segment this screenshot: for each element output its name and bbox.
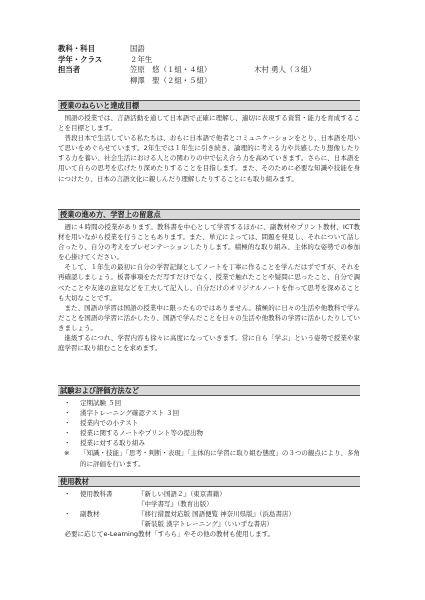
bullet: ・ [64,439,71,448]
materials-footer: 必要に応じてe-Learning教材「すらら」やその他の教材も使用します。 [64,530,275,539]
bullet: ・ [64,399,71,407]
section-title: 授業の進め方、学習上の留意点 [58,209,360,220]
sub-material-1: 『移行措置対応版 国語便覧 神奈川県版』（浜島書店） [138,510,295,519]
list-item [58,418,360,428]
bullet: ・ [64,490,71,498]
bullet: ・ [64,409,71,418]
teacher-1: 笠原 悠（１組・４組） [130,65,212,74]
teacher-2: 木村 勇人（３組） [254,65,316,74]
evaluation-note [58,448,360,468]
materials-body [58,489,360,539]
item-text: 漢字トレーニング確認テスト ３回 [80,409,180,418]
list-item [58,398,360,408]
method-section [58,209,360,353]
sub-material-row [58,509,360,519]
item-text: 授業に関するノートやプリント等の提出物 [80,429,204,438]
bullet: ・ [64,419,71,428]
bullet: ・ [64,429,71,438]
subject-label: 教科・科目 [58,44,95,53]
note-mark: ※ [64,449,70,458]
evaluation-list [58,398,360,448]
textbook-1: 『新しい国語２』（東京書籍） [138,490,226,498]
teacher-label: 担当者 [58,65,81,74]
item-text: 授業に対する取り組み [80,439,145,448]
aims-body [58,113,360,184]
item-text: 定期試験 ５回 [80,399,122,407]
note-text: 「知識・技能」「思考・判断・表現」「主体的に学習に取り組む態度」の３つの観点により、多角的に評価を行います。 [80,449,360,468]
textbook-row [58,489,360,499]
grade-value: ２年生 [130,54,153,64]
sub-material-label: 副教材 [80,510,100,519]
textbook-2: 『中学書写』（教育出版） [138,500,213,509]
evaluation-section [58,385,360,469]
paragraph: 週に４時間の授業があります。教科書を中心として学習するほかに、副教材やプリント教材、ICT教材を用いながら授業を行うこともあります。また、単元によっては、問題を発見し、それについて話し合ったり、自分の考えをプレゼンテーションしたりします。積極的な取り組み、主体的な姿勢での参加を心掛けてください。 [58,223,360,262]
paragraph: そして、１年生の最初に自分の学習記録としてノートを丁寧に作ることを学んだはずですが、それを再確認しましょう。板書事項をただ写すだけでなく、授業で触れたことや疑問に思ったこと、自分で調べたことや友達の意見などを工夫して記入し、自分だけのオリジナルノートを作って思考を深めることも大切なことです。 [58,263,360,302]
textbook-row-2 [58,499,360,509]
materials-section [58,476,360,539]
grade-label: 学年・クラス [58,54,103,64]
list-item [58,438,360,448]
paragraph: 国語の授業では、言語活動を通して日本語で正確に理解し、適切に表現する資質・能力を育成することを目標とします。 [58,114,360,133]
section-title: 試験および評価方法など [58,385,360,396]
section-title: 授業のねらいと達成目標 [58,100,360,111]
textbook-label: 使用教科書 [80,490,113,498]
paragraph: 普段日本で生活している私たちは、おもに日本語で他者とコミュニケーションをとり、日本語を用いて思いをめぐらせています。2年生では１年生に引き続き、論理的に考える力や共感したり想像したりする力を養い、社会生活における人との関わりの中で伝え合う力を高めていきます。さらに、日本語を用いて自らの思考を広げたり深めたりすることを目指します。また、そのために必要な知識や技能を身につけたり、日本の言語文化に親しんだり理解したりすることにも取り組みます。 [58,134,360,183]
list-item [58,428,360,438]
sub-material-2: 『新装版 漢字トレーニング』（いいずな書店） [138,520,274,529]
section-title: 使用教材 [58,476,360,487]
sub-material-row-2 [58,519,360,529]
paragraph: また、国語の学習は国語の授業中に限ったものではありません。積極的に日々の生活や他教科で学んだことを国語の学習に活かしたり、国語で学んだことを日々の生活や他教科の学習に活かしたりしていきましょう。 [58,303,360,332]
evaluation-body [58,398,360,469]
bullet: ・ [64,510,71,519]
paragraph: 進級するにつれ、学習内容も徐々に高度になっていきます。常に自ら「学ぶ」という姿勢で授業や家庭学習に取り組むことを求めます。 [58,334,360,353]
list-item [58,408,360,418]
method-body [58,222,360,353]
teacher-3: 柳澤 聖（２組・５組） [130,75,212,85]
aims-section [58,100,360,184]
item-text: 授業内での小テスト [80,419,139,428]
subject-value: 国語 [130,44,145,53]
